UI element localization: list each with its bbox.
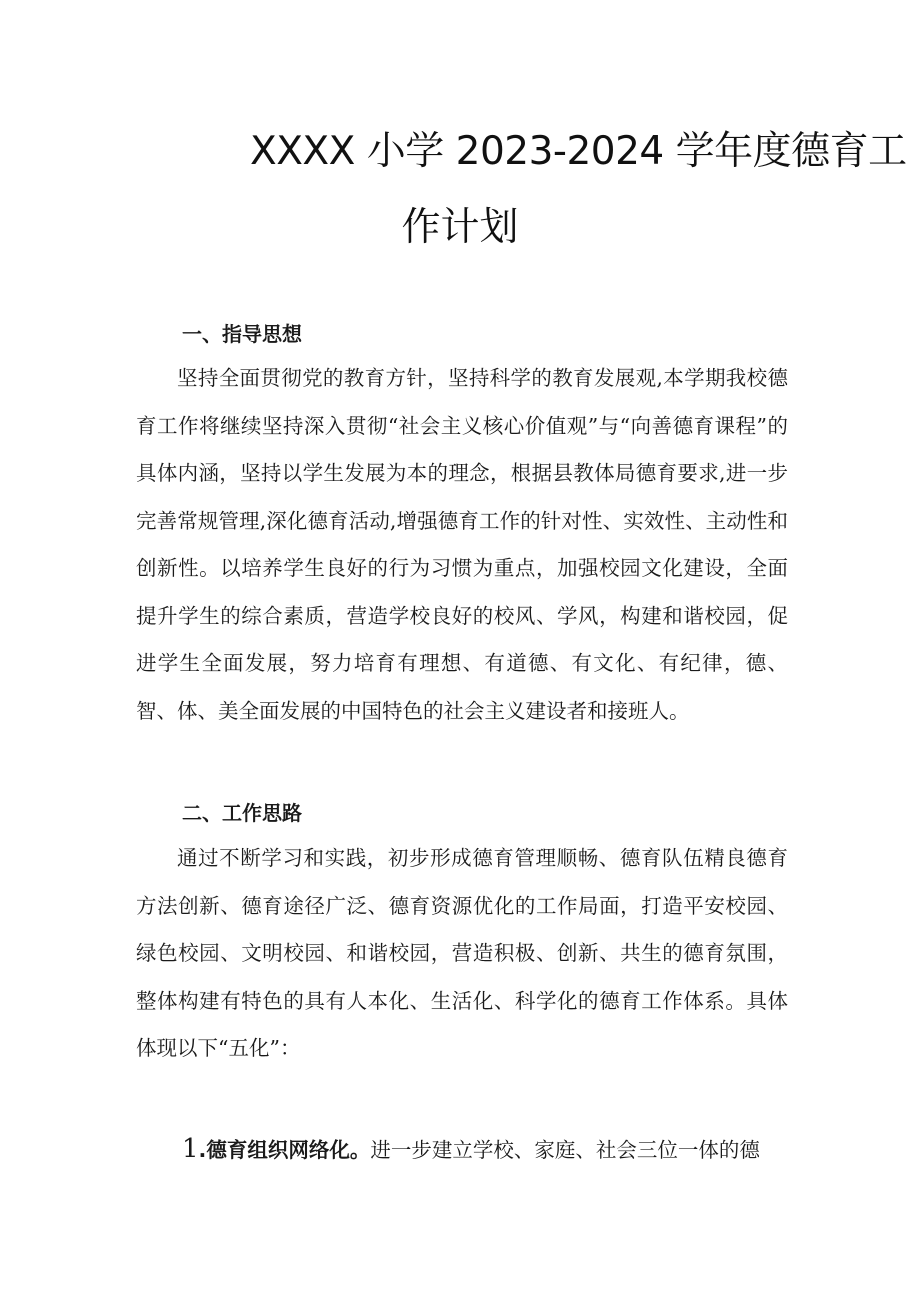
document-title-line-2: 作计划 [401, 205, 519, 250]
section-paragraph-work-approach: 通过不断学习和实践，初步形成德育管理顺畅、德育队伍精良德育方法创新、德育途径广泛、德育资源优化的工作局面，打造平安校园、绿色校园、文明校园、和谐校园，营造积极、创新、共生的德育氛围，整体构建有特色的具有人本化、生活化、科学化的德育工作体系。具体体现以下“五化”： [136, 846, 788, 1060]
list-item-lead: .德育组织网络化。 [198, 1138, 371, 1162]
list-item-text: 进一步建立学校、家庭、社会三位一体的德 [370, 1138, 760, 1162]
section-paragraph-guiding-ideology: 坚持全面贯彻党的教育方针，坚持科学的教育发展观,本学期我校德育工作将继续坚持深入贯彻“社会主义核心价值观”与“向善德育课程”的具体内涵，坚持以学生发展为本的理念，根据县教体局德育要求,进一步完善常规管理,深化德育活动,增强德育工作的针对性、实效性、主动性和创新性。以培养学生良好的行为习惯为重点，加强校园文化建设，全面提升学生的综合素质，营造学校良好的校风、学风，构建和谐校园，促进学生全面发展，努力培育有理想、有道德、有文化、有纪律，德、智、体、美全面发展的中国特色的社会主义建设者和接班人。 [136, 366, 788, 723]
list-item-number: 1 [182, 1134, 199, 1164]
section-heading-guiding-ideology: 一、指导思想 [182, 322, 302, 346]
document-title-line-1: XXXX 小学 2023-2024 学年度德育工 [250, 129, 907, 174]
list-item-organization-network [182, 1126, 788, 1175]
section-heading-work-approach: 二、工作思路 [182, 801, 302, 825]
